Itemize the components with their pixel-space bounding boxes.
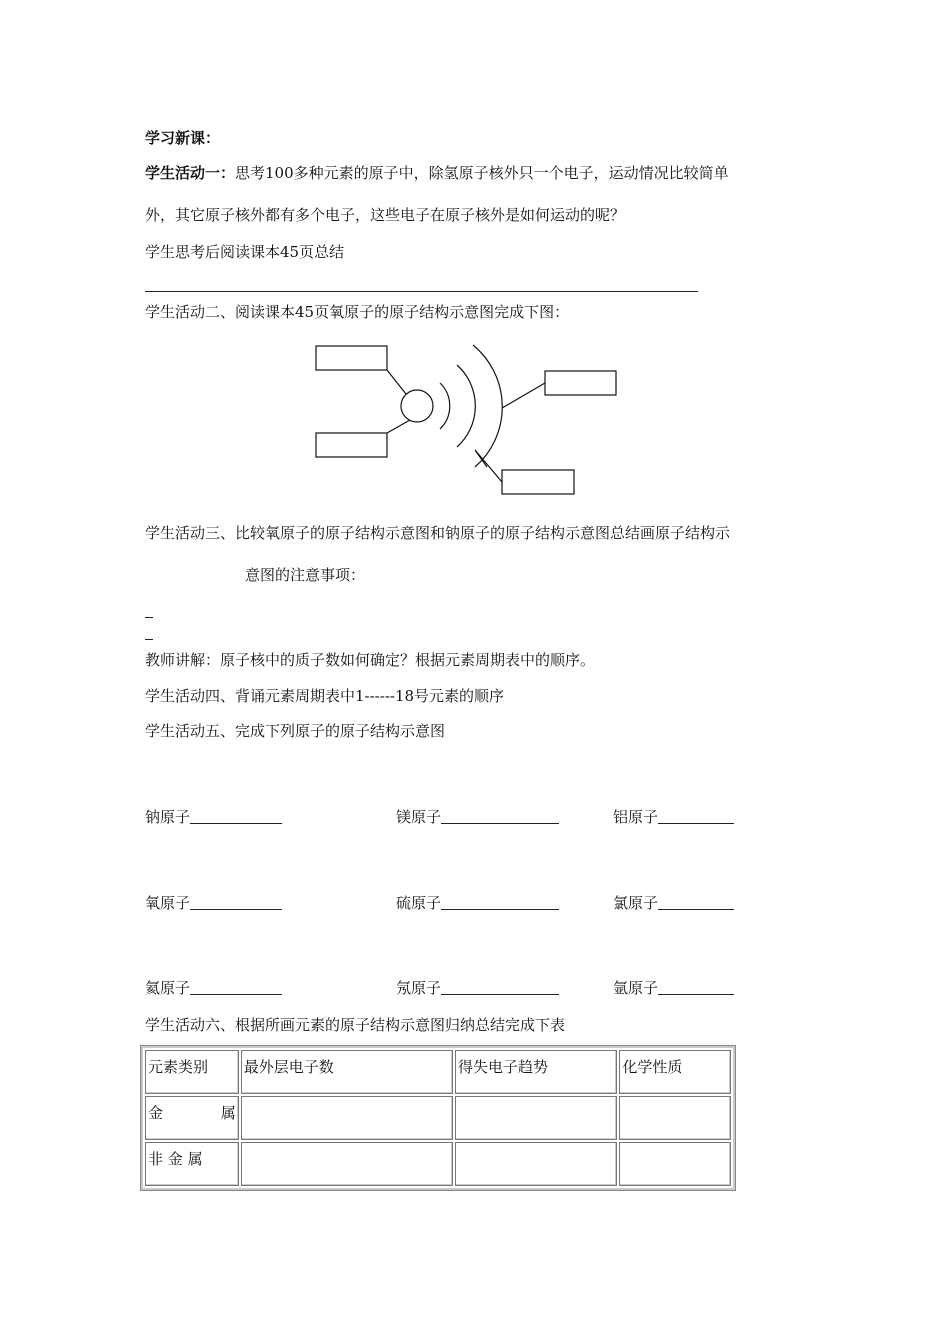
fill-item [145,807,282,827]
table-header-cell: 化学性质 [619,1050,731,1094]
fill-blank[interactable] [441,895,559,910]
pointer-line-bottom-left [387,420,410,433]
activity3-line1: 学生活动三、比较氧原子的原子结构示意图和钠原子的原子结构示意图总结画原子结构示 [145,524,731,542]
fill-blank[interactable] [190,809,282,824]
read-instruction: 学生思考后阅读课本45页总结 [145,243,345,261]
fill-item [145,893,282,913]
table-cell[interactable] [619,1096,731,1140]
fill-label: 氧原子 [145,894,191,912]
table-cell[interactable] [241,1142,453,1186]
electron-shell-arc-2 [457,365,475,447]
fill-blank[interactable] [658,809,734,824]
section-heading: 学习新课： [145,129,221,147]
activity5-text: 学生活动五、完成下列原子的原子结构示意图 [145,722,446,740]
fill-blank[interactable] [190,895,282,910]
nucleus-circle [401,390,433,422]
fill-label: 氯原子 [613,894,659,912]
fill-item [145,978,282,998]
electron-shell-arc-1 [440,383,450,429]
table-cell[interactable] [455,1142,617,1186]
fill-label: 氩原子 [613,979,659,997]
answer-mark-2 [145,639,153,640]
fill-label: 铝原子 [613,808,659,826]
pointer-line-right [502,383,545,408]
pointer-line-bottom-right [475,450,502,482]
fill-blank[interactable] [441,809,559,824]
table-header-cell: 得失电子趋势 [455,1050,617,1094]
element-properties-table [141,1046,735,1190]
table-cell[interactable] [619,1142,731,1186]
label-box-bottom-left[interactable] [316,433,387,457]
table-row [145,1142,731,1186]
activity2-text: 学生活动二、阅读课本45页氧原子的原子结构示意图完成下图： [145,303,570,321]
fill-label: 钠原子 [145,808,191,826]
activity1-text: 思考100多种元素的原子中，除氢原子核外只一个电子，运动情况比较简单 [235,164,729,182]
answer-mark-1 [145,617,153,618]
label-box-top-left[interactable] [316,346,387,370]
fill-blank[interactable] [658,980,734,995]
fill-item [396,893,559,913]
label-box-right[interactable] [545,371,616,395]
fill-item [613,978,734,998]
activity1-line2: 外，其它原子核外都有多个电子，这些电子在原子核外是如何运动的呢？ [145,206,626,224]
answer-line [145,291,698,292]
fill-blank[interactable] [190,980,282,995]
table-row [145,1096,731,1140]
row-label-nonmetal: 非 金 属 [145,1142,239,1186]
fill-label: 氦原子 [145,979,191,997]
activity6-text: 学生活动六、根据所画元素的原子结构示意图归纳总结完成下表 [145,1016,566,1034]
fill-blank[interactable] [658,895,734,910]
fill-blank[interactable] [441,980,559,995]
fill-label: 氖原子 [396,979,442,997]
fill-item [613,893,734,913]
pointer-line-top-left [387,370,406,394]
oxygen-atom-structure-diagram [300,335,630,500]
label-box-bottom-right[interactable] [502,470,574,494]
teacher-note: 教师讲解：原子核中的质子数如何确定？根据元素周期表中的顺序。 [145,651,596,669]
fill-label: 硫原子 [396,894,442,912]
activity1-line1 [145,163,729,183]
activity1-label: 学生活动一： [145,164,236,182]
electron-shell-arc-3 [473,345,502,467]
activity3-line2: 意图的注意事项： [245,566,366,584]
table-header-row [145,1050,731,1094]
fill-item [396,978,559,998]
fill-label: 镁原子 [396,808,442,826]
row-label-metal: 金 属 [145,1096,239,1140]
fill-item [613,807,734,827]
table-cell[interactable] [241,1096,453,1140]
table-header-cell: 最外层电子数 [241,1050,453,1094]
activity4-text: 学生活动四、背诵元素周期表中1------18号元素的顺序 [145,687,505,705]
fill-item [396,807,559,827]
table-cell[interactable] [455,1096,617,1140]
table-header-cell: 元素类别 [145,1050,239,1094]
